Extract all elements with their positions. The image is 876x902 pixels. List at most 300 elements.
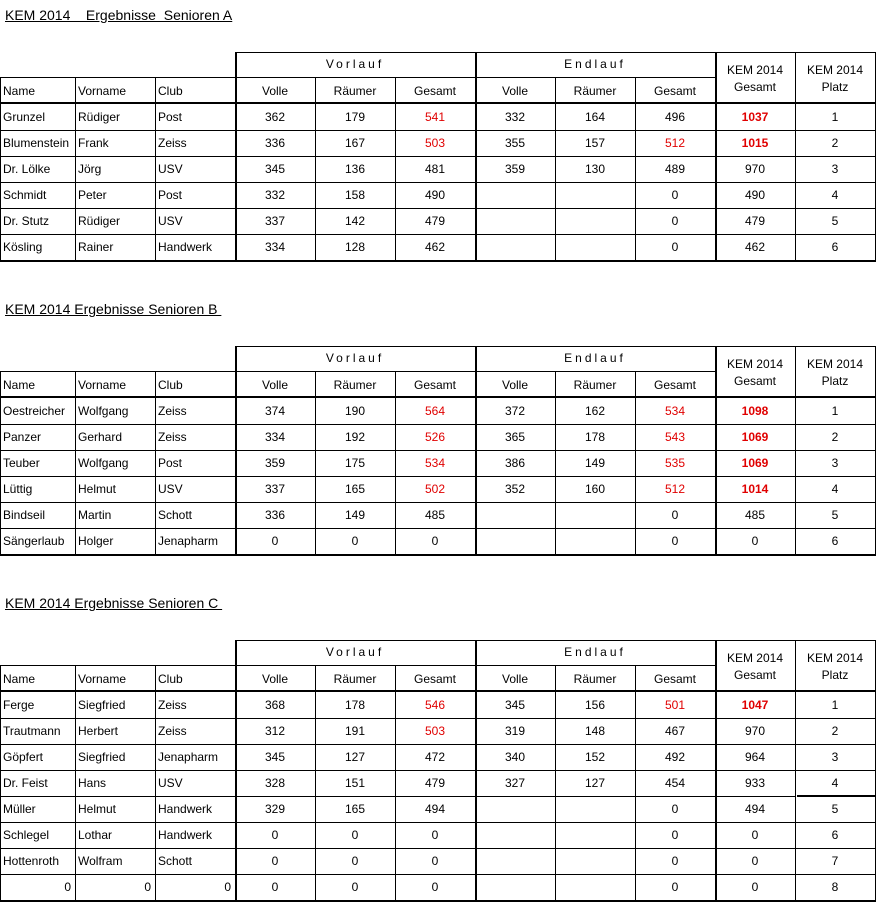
cell-v-volle: 0 [271,534,279,548]
cell-v-gesamt: 541 [424,110,446,124]
grid-line [797,795,876,797]
cell-e-raeumer: 152 [584,750,606,764]
cell-e-gesamt: 0 [671,188,679,202]
grid-line [0,718,876,719]
cell-v-gesamt: 503 [424,136,446,150]
cell-v-volle: 336 [264,136,286,150]
grid-line [0,450,876,451]
cell-e-volle [475,528,555,554]
cell-v-gesamt: 546 [424,698,446,712]
cell-v-raeumer: 165 [344,482,366,496]
cell-v-volle: 328 [264,776,286,790]
cell-e-gesamt: 512 [664,482,686,496]
table-row [0,528,876,554]
cell-vorname: Wolfram [78,854,123,868]
cell-v-volle: 0 [271,854,279,868]
cell-kem: 490 [744,188,766,202]
grid-line [715,640,717,902]
grid-line [0,234,876,235]
cell-kem: 1098 [741,404,769,418]
grid-line [395,371,396,556]
cell-e-raeumer: 178 [584,430,606,444]
grid-line [155,77,156,262]
column-header-name: Name [3,84,36,98]
cell-v-raeumer: 191 [344,724,366,738]
grid-line [0,665,235,666]
cell-v-volle: 334 [264,430,286,444]
cell-e-volle: 386 [504,456,526,470]
cell-vorname: Rainer [78,240,114,254]
grid-line [235,640,876,641]
cell-e-gesamt: 0 [671,854,679,868]
cell-kem: 1015 [741,136,769,150]
cell-e-volle: 359 [504,162,526,176]
cell-v-raeumer: 127 [344,750,366,764]
grid-line [0,130,876,131]
cell-e-gesamt: 0 [671,240,679,254]
column-header-raeumer: Räumer [333,84,377,98]
kem_gesamt-header-line2: Gesamt [733,80,776,94]
cell-v-volle: 0 [271,880,279,894]
grid-line [475,640,477,902]
cell-v-gesamt: 503 [424,724,446,738]
cell-v-volle: 368 [264,698,286,712]
cell-e-volle [475,208,555,234]
cell-e-raeumer: 160 [584,482,606,496]
cell-v-raeumer: 0 [351,534,359,548]
endlauf-header: Endlauf [564,645,626,659]
cell-kem: 462 [744,240,766,254]
cell-name: 0 [64,880,71,894]
cell-v-raeumer: 175 [344,456,366,470]
cell-kem: 494 [744,802,766,816]
grid-line [795,346,796,556]
cell-e-gesamt: 501 [664,698,686,712]
cell-platz: 3 [831,456,839,470]
grid-line [0,371,235,372]
cell-vorname: Siegfried [78,698,126,712]
kem_platz-header-line1: KEM 2014 [806,357,864,371]
cell-vorname: Helmut [78,482,117,496]
table-row [0,398,876,424]
grid-line [0,208,876,209]
grid-line [75,665,76,902]
cell-club: 0 [224,880,231,894]
cell-v-volle: 345 [264,750,286,764]
cell-name: Oestreicher [3,404,66,418]
cell-platz: 5 [831,802,839,816]
grid-line [0,848,876,849]
cell-platz: 3 [831,750,839,764]
cell-e-volle [475,848,555,874]
cell-v-raeumer: 178 [344,698,366,712]
cell-club: Zeiss [158,698,187,712]
cell-v-raeumer: 0 [351,828,359,842]
cell-club: Handwerk [158,240,213,254]
cell-e-volle: 352 [504,482,526,496]
results-section [0,294,876,548]
cell-club: Schott [158,508,193,522]
cell-vorname: Helmut [78,802,117,816]
cell-kem: 1014 [741,482,769,496]
cell-e-gesamt: 492 [664,750,686,764]
cell-v-raeumer: 158 [344,188,366,202]
grid-line [0,690,876,692]
grid-line [715,346,717,556]
table-row [0,502,876,528]
cell-e-gesamt: 0 [671,828,679,842]
cell-v-gesamt: 526 [424,430,446,444]
column-header-vorname: Vorname [78,672,127,686]
column-header-gesamt: Gesamt [413,672,456,686]
cell-club: Zeiss [158,430,187,444]
cell-e-volle [475,796,555,822]
grid-line [715,52,717,262]
cell-e-raeumer [555,234,635,260]
cell-e-gesamt: 467 [664,724,686,738]
cell-v-gesamt: 494 [424,802,446,816]
cell-e-raeumer [555,848,635,874]
cell-e-volle [475,502,555,528]
results-section [0,588,876,894]
section-title: KEM 2014 Ergebnisse Senioren B [5,301,222,317]
cell-v-raeumer: 151 [344,776,366,790]
cell-club: Zeiss [158,724,187,738]
grid-line [0,260,876,262]
cell-v-volle: 337 [264,214,286,228]
kem_gesamt-header-line1: KEM 2014 [726,357,784,371]
grid-line [0,502,876,503]
cell-kem: 933 [744,776,766,790]
cell-platz: 5 [831,508,839,522]
grid-line [395,77,396,262]
cell-kem: 1047 [741,698,769,712]
cell-kem: 0 [751,534,759,548]
grid-line [0,744,876,745]
vorlauf-header: Vorlauf [325,351,385,365]
grid-line [0,822,876,823]
vorlauf-header: Vorlauf [325,645,385,659]
cell-v-raeumer: 167 [344,136,366,150]
grid-line [555,77,556,262]
cell-e-raeumer: 148 [584,724,606,738]
column-header-name: Name [3,378,36,392]
grid-line [0,424,876,425]
cell-e-gesamt: 0 [671,508,679,522]
kem_gesamt-header-line1: KEM 2014 [726,651,784,665]
vorlauf-header: Vorlauf [325,57,385,71]
cell-vorname: Siegfried [78,750,126,764]
cell-e-volle [475,874,555,900]
cell-e-raeumer: 164 [584,110,606,124]
cell-e-volle: 355 [504,136,526,150]
table-row [0,208,876,234]
table-row [0,450,876,476]
table-row [0,156,876,182]
grid-line [0,102,876,104]
cell-name: Blumenstein [3,136,70,150]
table-row [0,424,876,450]
cell-kem: 970 [744,724,766,738]
cell-platz: 1 [831,404,839,418]
cell-v-gesamt: 485 [424,508,446,522]
cell-kem: 0 [751,854,759,868]
cell-v-raeumer: 179 [344,110,366,124]
cell-e-raeumer [555,874,635,900]
cell-e-volle [475,182,555,208]
cell-v-gesamt: 479 [424,214,446,228]
grid-line [0,476,876,477]
cell-name: Ferge [3,698,35,712]
cell-e-gesamt: 0 [671,214,679,228]
grid-line [0,528,876,529]
column-header-vorname: Vorname [78,84,127,98]
column-header-name: Name [3,672,36,686]
column-header-club: Club [158,84,183,98]
cell-v-raeumer: 0 [351,880,359,894]
table-row [0,182,876,208]
cell-vorname: Lothar [78,828,113,842]
cell-platz: 4 [831,776,839,790]
kem_platz-header-line1: KEM 2014 [806,651,864,665]
column-header-volle: Volle [261,84,289,98]
table-row [0,130,876,156]
cell-e-gesamt: 0 [671,880,679,894]
grid-line [795,52,796,262]
cell-platz: 4 [831,482,839,496]
grid-line [315,371,316,556]
results-section [0,0,876,254]
column-header-raeumer: Räumer [573,84,617,98]
cell-e-gesamt: 454 [664,776,686,790]
grid-line [0,770,876,771]
cell-platz: 1 [831,110,839,124]
cell-platz: 2 [831,430,839,444]
cell-e-volle: 340 [504,750,526,764]
cell-e-volle: 327 [504,776,526,790]
cell-v-volle: 334 [264,240,286,254]
cell-vorname: Herbert [78,724,119,738]
cell-kem: 1037 [741,110,769,124]
cell-e-volle: 372 [504,404,526,418]
grid-line [555,371,556,556]
cell-name: Lüttig [3,482,33,496]
cell-club: Schott [158,854,193,868]
endlauf-header: Endlauf [564,351,626,365]
cell-club: USV [158,162,183,176]
cell-v-gesamt: 0 [431,828,439,842]
column-header-raeumer: Räumer [333,378,377,392]
cell-vorname: Frank [78,136,109,150]
section-title: KEM 2014 Ergebnisse Senioren C [5,595,223,611]
cell-v-volle: 332 [264,188,286,202]
cell-v-gesamt: 462 [424,240,446,254]
cell-platz: 4 [831,188,839,202]
cell-club: USV [158,482,183,496]
grid-line [0,554,876,556]
cell-v-raeumer: 149 [344,508,366,522]
cell-name: Teuber [3,456,40,470]
cell-v-volle: 0 [271,828,279,842]
kem_gesamt-header-line2: Gesamt [733,668,776,682]
cell-name: Schmidt [3,188,47,202]
grid-line [235,52,876,53]
table-row [0,822,876,848]
cell-v-volle: 374 [264,404,286,418]
cell-e-gesamt: 496 [664,110,686,124]
cell-e-raeumer [555,528,635,554]
grid-line [315,665,316,902]
column-header-gesamt: Gesamt [653,84,696,98]
cell-club: Post [158,456,183,470]
cell-vorname: Martin [78,508,112,522]
cell-v-raeumer: 190 [344,404,366,418]
grid-line [235,640,237,902]
cell-kem: 964 [744,750,766,764]
column-header-vorname: Vorname [78,378,127,392]
column-header-gesamt: Gesamt [413,378,456,392]
cell-vorname: Wolfgang [78,456,129,470]
cell-v-volle: 362 [264,110,286,124]
cell-v-gesamt: 564 [424,404,446,418]
cell-vorname: Peter [78,188,107,202]
grid-line [635,77,636,262]
cell-e-raeumer [555,502,635,528]
cell-platz: 2 [831,136,839,150]
column-header-club: Club [158,672,183,686]
cell-vorname: Rüdiger [78,214,121,228]
cell-e-raeumer: 156 [584,698,606,712]
cell-vorname: Rüdiger [78,110,121,124]
cell-e-raeumer [555,822,635,848]
cell-club: Post [158,188,183,202]
cell-name: Sängerlaub [3,534,65,548]
cell-club: USV [158,776,183,790]
column-header-raeumer: Räumer [333,672,377,686]
grid-line [635,371,636,556]
cell-e-gesamt: 512 [664,136,686,150]
cell-club: Handwerk [158,828,213,842]
cell-e-raeumer: 149 [584,456,606,470]
cell-name: Bindseil [3,508,46,522]
cell-e-volle: 365 [504,430,526,444]
cell-v-gesamt: 481 [424,162,446,176]
column-header-volle: Volle [501,84,529,98]
cell-e-raeumer: 157 [584,136,606,150]
cell-name: Trautmann [3,724,61,738]
cell-name: Kösling [3,240,43,254]
cell-platz: 1 [831,698,839,712]
cell-e-volle: 345 [504,698,526,712]
cell-v-gesamt: 0 [431,854,439,868]
cell-kem: 479 [744,214,766,228]
cell-v-raeumer: 192 [344,430,366,444]
grid-line [235,346,237,556]
cell-club: USV [158,214,183,228]
cell-v-raeumer: 136 [344,162,366,176]
cell-v-raeumer: 128 [344,240,366,254]
grid-line [555,665,556,902]
column-header-raeumer: Räumer [573,672,617,686]
column-header-volle: Volle [501,378,529,392]
grid-line [795,640,796,902]
cell-v-volle: 359 [264,456,286,470]
cell-name: Dr. Stutz [3,214,50,228]
section-title: KEM 2014 Ergebnisse Senioren A [5,7,233,23]
cell-v-raeumer: 165 [344,802,366,816]
cell-name: Müller [3,802,36,816]
cell-platz: 6 [831,828,839,842]
cell-e-raeumer [555,796,635,822]
column-header-raeumer: Räumer [573,378,617,392]
table-row [0,234,876,260]
table-row [0,718,876,744]
cell-e-raeumer: 162 [584,404,606,418]
cell-name: Hottenroth [3,854,60,868]
grid-line [315,77,316,262]
cell-club: Jenapharm [158,534,219,548]
grid-line [155,665,156,902]
cell-v-gesamt: 0 [431,880,439,894]
cell-v-gesamt: 490 [424,188,446,202]
column-header-gesamt: Gesamt [653,672,696,686]
cell-e-raeumer: 130 [584,162,606,176]
grid-line [235,52,237,262]
cell-club: Zeiss [158,404,187,418]
table-row [0,770,876,796]
grid-line [75,77,76,262]
table-row [0,848,876,874]
cell-e-gesamt: 543 [664,430,686,444]
cell-kem: 485 [744,508,766,522]
cell-name: Dr. Feist [3,776,48,790]
kem_gesamt-header-line2: Gesamt [733,374,776,388]
cell-e-volle [475,234,555,260]
cell-v-raeumer: 0 [351,854,359,868]
cell-vorname: Wolfgang [78,404,129,418]
kem_gesamt-header-line1: KEM 2014 [726,63,784,77]
cell-platz: 5 [831,214,839,228]
cell-name: Panzer [3,430,42,444]
cell-e-raeumer [555,182,635,208]
cell-e-gesamt: 0 [671,802,679,816]
table-row [0,796,876,822]
kem_platz-header-line2: Platz [821,374,849,388]
table-row [0,476,876,502]
cell-v-volle: 336 [264,508,286,522]
cell-name: Göpfert [3,750,44,764]
cell-platz: 8 [831,880,839,894]
column-header-gesamt: Gesamt [653,378,696,392]
grid-line [0,371,1,556]
cell-platz: 3 [831,162,839,176]
endlauf-header: Endlauf [564,57,626,71]
grid-line [0,77,235,78]
cell-vorname: Gerhard [78,430,123,444]
cell-club: Handwerk [158,802,213,816]
grid-line [235,346,876,347]
cell-e-gesamt: 489 [664,162,686,176]
cell-e-gesamt: 534 [664,404,686,418]
grid-line [0,874,876,875]
cell-vorname: Jörg [78,162,102,176]
cell-platz: 7 [831,854,839,868]
cell-vorname: Holger [78,534,114,548]
table-row [0,692,876,718]
grid-line [155,371,156,556]
cell-kem: 1069 [741,430,769,444]
grid-line [0,796,795,797]
